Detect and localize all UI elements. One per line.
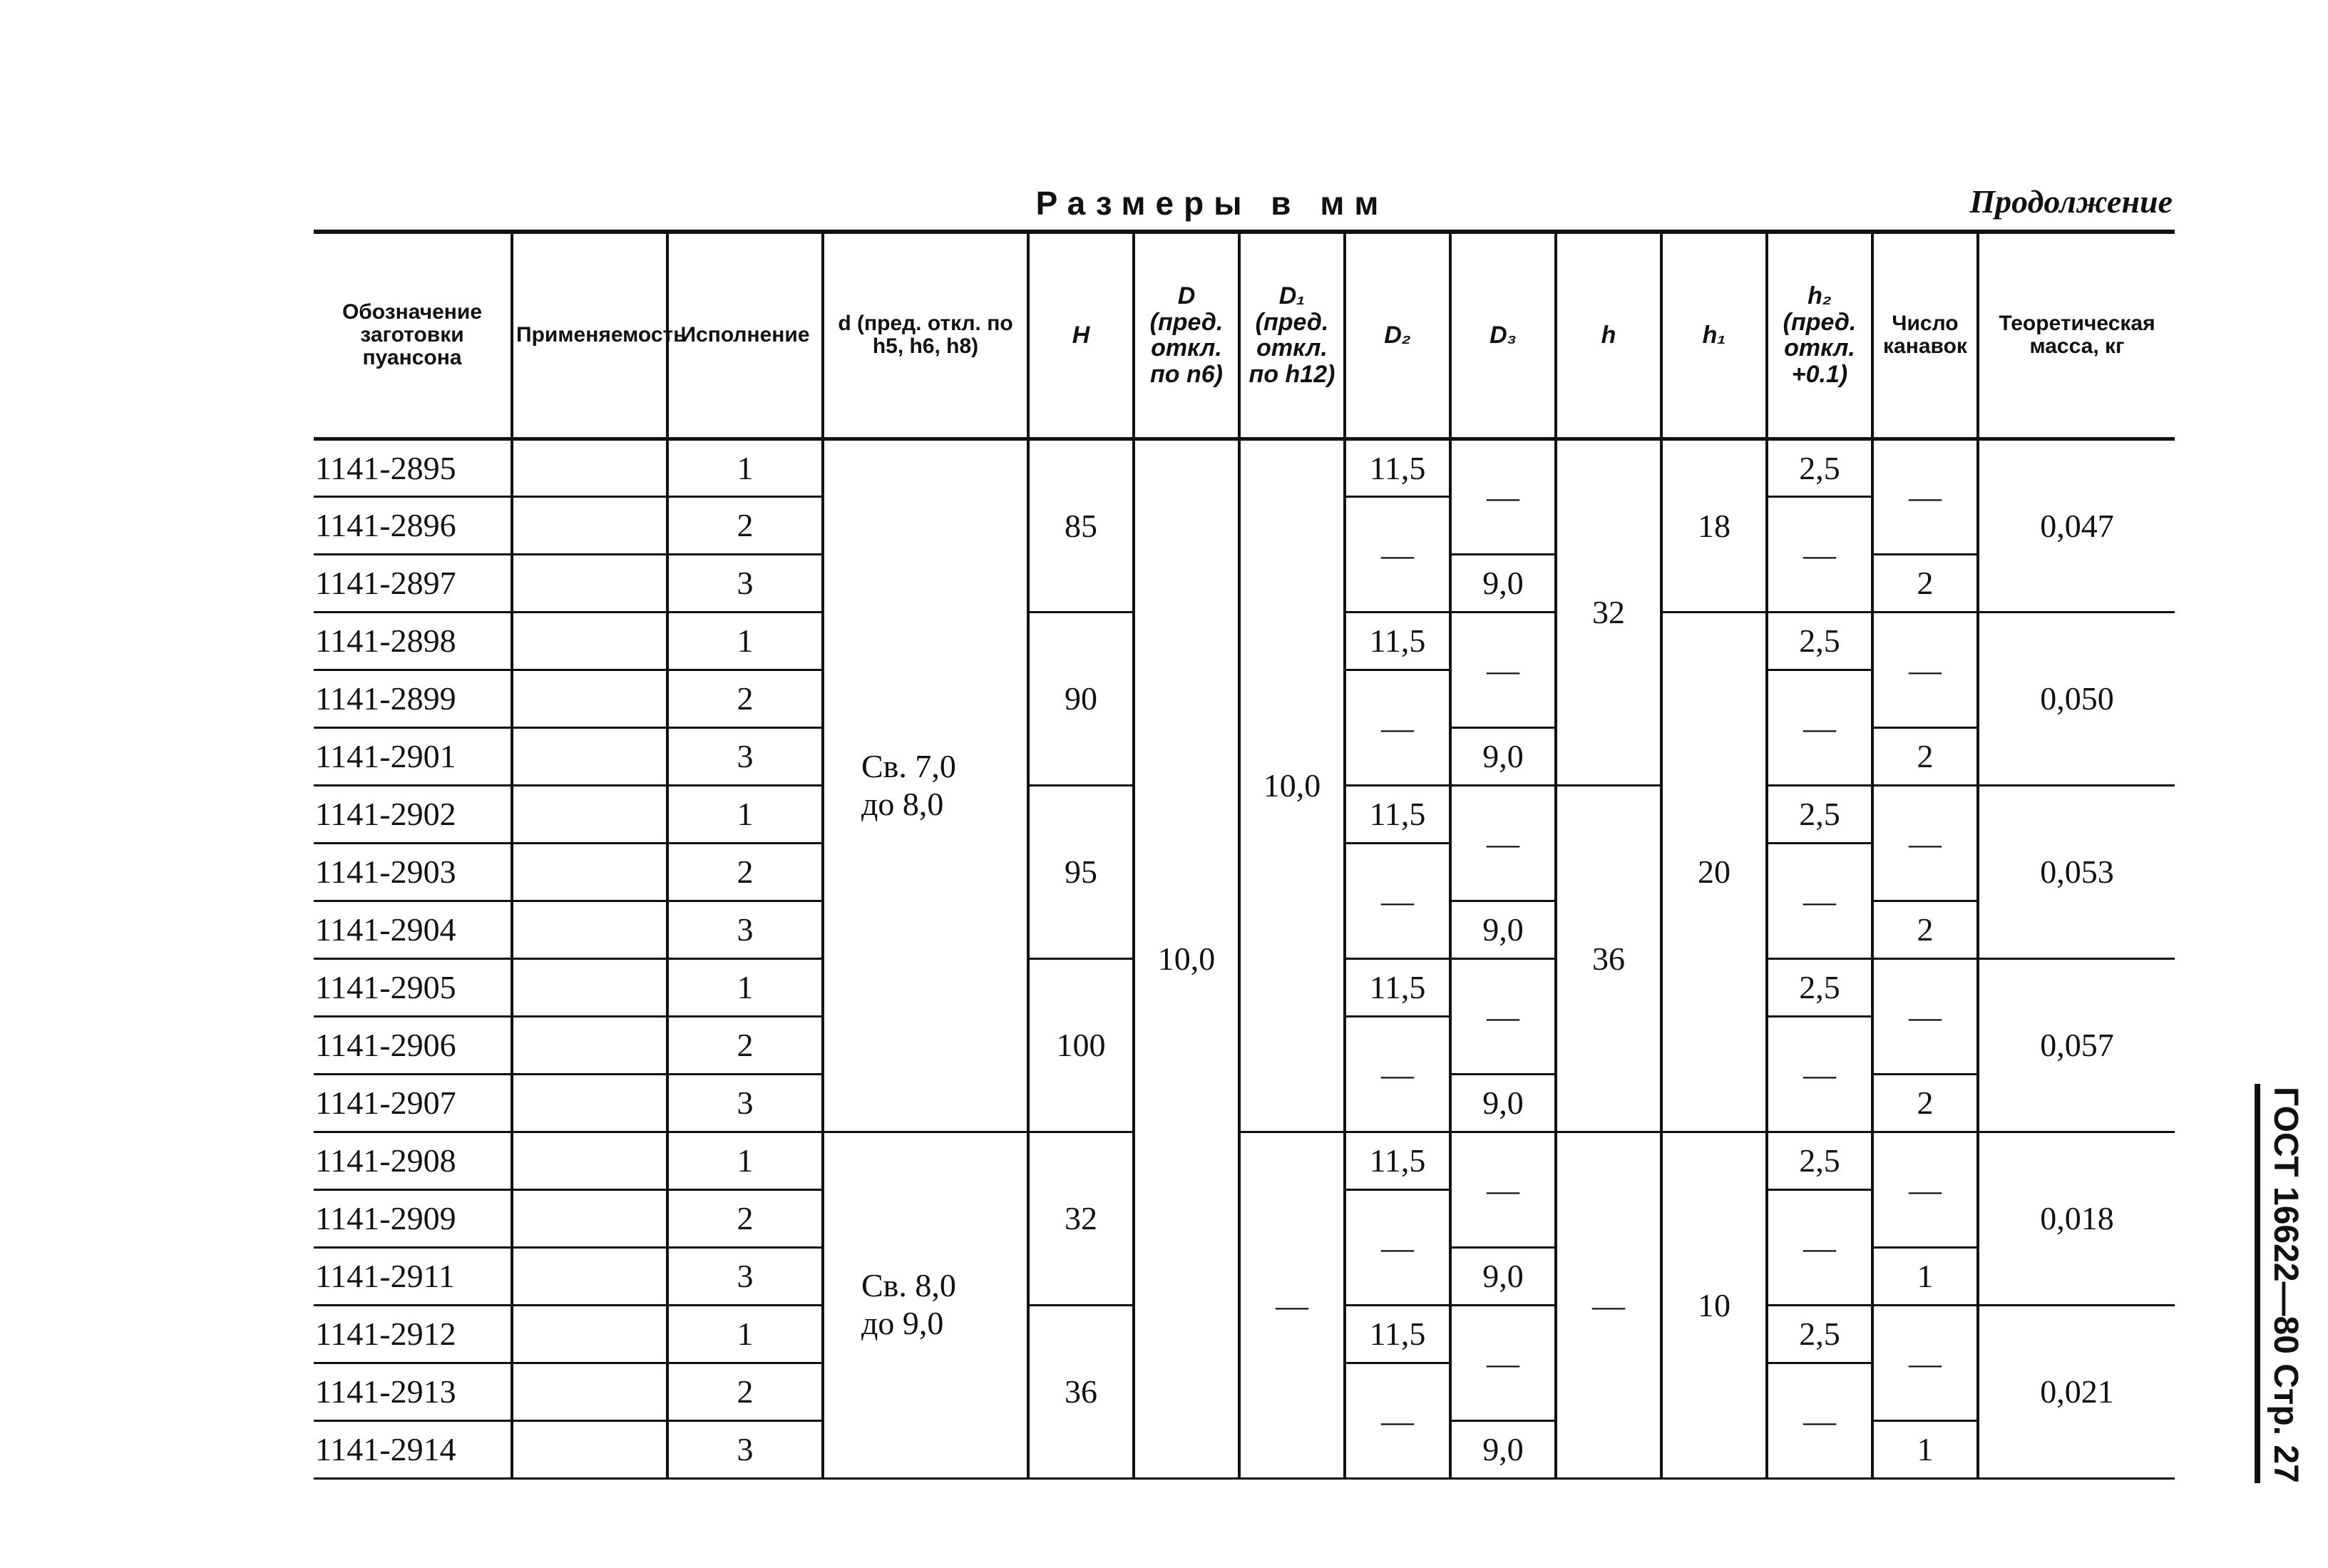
groove-count: — xyxy=(1872,1305,1978,1420)
applicability-cell xyxy=(512,785,667,843)
diameter-D2: — xyxy=(1345,843,1450,958)
version-cell: 1 xyxy=(667,958,823,1016)
blank-code: 1141-2908 xyxy=(314,1132,512,1189)
version-cell: 1 xyxy=(667,785,823,843)
column-header-9: h xyxy=(1556,232,1661,439)
height-h2: 2,5 xyxy=(1767,612,1872,670)
theoretical-mass: 0,018 xyxy=(1978,1132,2175,1305)
groove-count: — xyxy=(1872,785,1978,901)
diameter-D3: — xyxy=(1450,1132,1556,1247)
diameter-D2: 11,5 xyxy=(1345,785,1450,843)
diameter-D3: 9,0 xyxy=(1450,1247,1556,1305)
theoretical-mass: 0,047 xyxy=(1978,439,2175,612)
height-H: 95 xyxy=(1028,785,1134,958)
column-header-3: d (пред. откл. по h5, h6, h8) xyxy=(823,232,1028,439)
d-range: Св. 8,0 до 9,0 xyxy=(823,1132,1028,1478)
height-h: — xyxy=(1556,1132,1661,1478)
blank-code: 1141-2901 xyxy=(314,727,512,785)
applicability-cell xyxy=(512,901,667,958)
diameter-D3: — xyxy=(1450,785,1556,901)
height-h2: 2,5 xyxy=(1767,1132,1872,1189)
height-h2: 2,5 xyxy=(1767,439,1872,496)
applicability-cell xyxy=(512,843,667,901)
diameter-D3: 9,0 xyxy=(1450,554,1556,612)
groove-count: — xyxy=(1872,612,1978,727)
version-cell: 3 xyxy=(667,727,823,785)
diameter-D2: 11,5 xyxy=(1345,1305,1450,1363)
theoretical-mass: 0,057 xyxy=(1978,958,2175,1132)
applicability-cell xyxy=(512,1363,667,1420)
column-header-1: Применяемость xyxy=(512,232,667,439)
column-header-8: D₃ xyxy=(1450,232,1556,439)
height-h1: 10 xyxy=(1661,1132,1767,1478)
version-cell: 3 xyxy=(667,1420,823,1478)
groove-count: — xyxy=(1872,439,1978,554)
diameter-D3: — xyxy=(1450,439,1556,554)
applicability-cell xyxy=(512,1189,667,1247)
table-body xyxy=(314,439,2175,1478)
column-header-7: D₂ xyxy=(1345,232,1450,439)
blank-code: 1141-2896 xyxy=(314,496,512,554)
blank-code: 1141-2911 xyxy=(314,1247,512,1305)
version-cell: 2 xyxy=(667,843,823,901)
blank-code: 1141-2905 xyxy=(314,958,512,1016)
groove-count: 2 xyxy=(1872,727,1978,785)
height-h2: — xyxy=(1767,496,1872,612)
diameter-D3: — xyxy=(1450,612,1556,727)
continuation-label: Продолжение xyxy=(1969,183,2173,220)
diameter-D3: 9,0 xyxy=(1450,1420,1556,1478)
theoretical-mass: 0,050 xyxy=(1978,612,2175,785)
blank-code: 1141-2912 xyxy=(314,1305,512,1363)
height-h2: — xyxy=(1767,843,1872,958)
height-h2: — xyxy=(1767,1363,1872,1478)
version-cell: 2 xyxy=(667,1016,823,1074)
column-header-4: H xyxy=(1028,232,1134,439)
height-H: 85 xyxy=(1028,439,1134,612)
column-header-0: Обозначение заготовки пуансона xyxy=(314,232,512,439)
blank-code: 1141-2895 xyxy=(314,439,512,496)
height-h: 32 xyxy=(1556,439,1661,785)
version-cell: 1 xyxy=(667,1132,823,1189)
version-cell: 1 xyxy=(667,612,823,670)
height-H: 36 xyxy=(1028,1305,1134,1478)
standard-page-number: ГОСТ 16622—80 Стр. 27 xyxy=(2267,1087,2304,1483)
groove-count: — xyxy=(1872,958,1978,1074)
table-row xyxy=(314,1132,2175,1189)
column-header-5: D (пред. откл. по n6) xyxy=(1134,232,1239,439)
groove-count: 2 xyxy=(1872,901,1978,958)
height-H: 32 xyxy=(1028,1132,1134,1305)
applicability-cell xyxy=(512,670,667,727)
column-header-2: Исполнение xyxy=(667,232,823,439)
height-H: 100 xyxy=(1028,958,1134,1132)
height-h: 36 xyxy=(1556,785,1661,1132)
d-range: Св. 7,0 до 8,0 xyxy=(823,439,1028,1132)
version-cell: 3 xyxy=(667,1074,823,1132)
groove-count: 1 xyxy=(1872,1247,1978,1305)
applicability-cell xyxy=(512,958,667,1016)
diameter-D3: 9,0 xyxy=(1450,1074,1556,1132)
applicability-cell xyxy=(512,439,667,496)
column-header-13: Теоретическая масса, кг xyxy=(1978,232,2175,439)
applicability-cell xyxy=(512,554,667,612)
applicability-cell xyxy=(512,1074,667,1132)
blank-code: 1141-2899 xyxy=(314,670,512,727)
height-h2: 2,5 xyxy=(1767,785,1872,843)
applicability-cell xyxy=(512,1132,667,1189)
diameter-D2: — xyxy=(1345,1189,1450,1305)
height-h1: 18 xyxy=(1661,439,1767,612)
theoretical-mass: 0,021 xyxy=(1978,1305,2175,1478)
diameter-D2: — xyxy=(1345,1016,1450,1132)
blank-code: 1141-2902 xyxy=(314,785,512,843)
applicability-cell xyxy=(512,1247,667,1305)
groove-count: 2 xyxy=(1872,1074,1978,1132)
diameter-D2: — xyxy=(1345,496,1450,612)
diameter-D3: 9,0 xyxy=(1450,727,1556,785)
blank-code: 1141-2906 xyxy=(314,1016,512,1074)
height-h1: 20 xyxy=(1661,612,1767,1132)
groove-count: 2 xyxy=(1872,554,1978,612)
height-h2: — xyxy=(1767,1016,1872,1132)
applicability-cell xyxy=(512,1016,667,1074)
version-cell: 2 xyxy=(667,496,823,554)
blank-code: 1141-2904 xyxy=(314,901,512,958)
applicability-cell xyxy=(512,1420,667,1478)
column-header-11: h₂ (пред. откл. +0.1) xyxy=(1767,232,1872,439)
blank-code: 1141-2913 xyxy=(314,1363,512,1420)
blank-code: 1141-2914 xyxy=(314,1420,512,1478)
height-h2: 2,5 xyxy=(1767,1305,1872,1363)
applicability-cell xyxy=(512,727,667,785)
diameter-D3: — xyxy=(1450,958,1556,1074)
version-cell: 3 xyxy=(667,554,823,612)
blank-code: 1141-2898 xyxy=(314,612,512,670)
diameter-D: 10,0 xyxy=(1134,439,1239,1478)
version-cell: 3 xyxy=(667,901,823,958)
applicability-cell xyxy=(512,496,667,554)
diameter-D1: — xyxy=(1239,1132,1345,1478)
table-header-row xyxy=(314,232,2175,439)
table-row xyxy=(314,439,2175,496)
version-cell: 1 xyxy=(667,439,823,496)
version-cell: 2 xyxy=(667,670,823,727)
units-title: Размеры в мм xyxy=(1035,185,1389,222)
height-h2: — xyxy=(1767,1189,1872,1305)
version-cell: 3 xyxy=(667,1247,823,1305)
groove-count: 1 xyxy=(1872,1420,1978,1478)
height-H: 90 xyxy=(1028,612,1134,785)
diameter-D1: 10,0 xyxy=(1239,439,1345,1132)
diameter-D2: — xyxy=(1345,670,1450,785)
blank-code: 1141-2903 xyxy=(314,843,512,901)
theoretical-mass: 0,053 xyxy=(1978,785,2175,958)
column-header-12: Число канавок xyxy=(1872,232,1978,439)
page-side-label xyxy=(2255,1084,2310,1483)
diameter-D2: 11,5 xyxy=(1345,1132,1450,1189)
diameter-D2: 11,5 xyxy=(1345,958,1450,1016)
diameter-D3: 9,0 xyxy=(1450,901,1556,958)
applicability-cell xyxy=(512,1305,667,1363)
column-header-10: h₁ xyxy=(1661,232,1767,439)
groove-count: — xyxy=(1872,1132,1978,1247)
blank-code: 1141-2907 xyxy=(314,1074,512,1132)
diameter-D2: — xyxy=(1345,1363,1450,1478)
blank-code: 1141-2897 xyxy=(314,554,512,612)
blank-code: 1141-2909 xyxy=(314,1189,512,1247)
diameter-D2: 11,5 xyxy=(1345,612,1450,670)
height-h2: 2,5 xyxy=(1767,958,1872,1016)
applicability-cell xyxy=(512,612,667,670)
diameter-D3: — xyxy=(1450,1305,1556,1420)
version-cell: 1 xyxy=(667,1305,823,1363)
column-header-6: D₁ (пред. откл. по h12) xyxy=(1239,232,1345,439)
version-cell: 2 xyxy=(667,1189,823,1247)
version-cell: 2 xyxy=(667,1363,823,1420)
height-h2: — xyxy=(1767,670,1872,785)
punch-blank-table xyxy=(314,230,2175,1480)
diameter-D2: 11,5 xyxy=(1345,439,1450,496)
